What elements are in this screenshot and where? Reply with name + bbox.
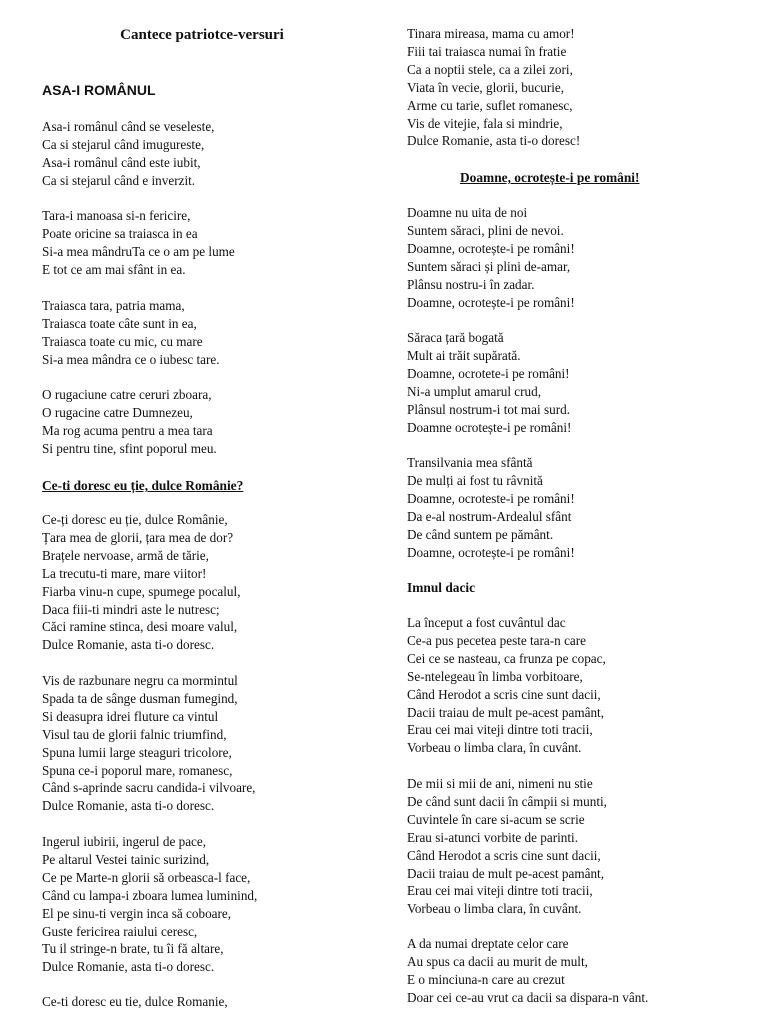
section-heading-asa-i-romanul: ASA-I ROMÂNUL — [42, 82, 156, 98]
verse-line: Vis de vitejie, fala si mindrie, — [407, 115, 563, 131]
verse-line: Ce pe Marte-n glorii să orbeasca-l face, — [42, 869, 251, 885]
verse-line: La început a fost cuvântul dac — [407, 615, 566, 630]
verse-line: Erau cei mai viteji dintre toti tracii, — [407, 722, 593, 738]
verse-line: Transilvania mea sfântă — [407, 455, 533, 470]
stanza — [407, 25, 747, 150]
verse-line: Doamne, ocrotește-i pe români! — [407, 544, 575, 560]
verse-line: Tara-i manoasa si-n fericire, — [42, 208, 191, 223]
stanza — [407, 614, 747, 757]
stanza — [407, 329, 747, 436]
verse-line: Doamne, ocrotește-i pe români! — [407, 294, 575, 310]
verse-line: Vorbeau o limba clara, în cuvânt. — [407, 740, 582, 756]
verse-line: Ce-ti doresc eu tie, dulce Romanie, — [42, 994, 228, 1009]
verse-line: De când suntem pe pământ. — [407, 526, 554, 542]
verse-line: Când cu lampa-i zboara lumea luminind, — [42, 887, 258, 903]
stanza — [42, 511, 372, 654]
verse-line: Spada ta de sânge dusman fumegind, — [42, 690, 238, 706]
verse-line: A da numai dreptate celor care — [407, 936, 569, 951]
verse-line: De mii si mii de ani, nimeni nu stie — [407, 776, 593, 791]
verse-line: Cuvintele în care si-acum se scrie — [407, 811, 585, 827]
verse-line: Doamne nu uita de noi — [407, 205, 528, 220]
verse-line: Visul tau de glorii falnic triumfind, — [42, 726, 227, 742]
verse-line: Ni-a umplut amarul crud, — [407, 383, 542, 399]
verse-line: Spuna lumii large steaguri tricolore, — [42, 744, 232, 760]
stanza — [42, 833, 372, 976]
stanza — [42, 993, 372, 1011]
verse-line: Când s-aprinde sacru candida-i vilvoare, — [42, 780, 256, 796]
verse-line: Dacii traiau de mult pe-acest pamânt, — [407, 704, 604, 720]
verse-line: Si deasupra idrei fluture ca vintul — [42, 708, 219, 724]
verse-line: Au spus ca dacii au murit de mult, — [407, 953, 588, 969]
verse-line: Doamne ocrotește-i pe români! — [407, 419, 572, 435]
section-heading-imnul-dacic: Imnul dacic — [407, 580, 476, 595]
verse-line: Daca fiii-ti mindri aste le nutresc; — [42, 601, 220, 617]
verse-line: Se-ntelegeau în limba vorbitoare, — [407, 668, 583, 684]
stanza — [42, 672, 372, 815]
verse-line: Săraca țară bogată — [407, 330, 504, 345]
verse-line: Ce-ți doresc eu ție, dulce Românie, — [42, 512, 228, 527]
verse-line: Ca si stejarul când imugureste, — [42, 136, 205, 152]
stanza — [407, 454, 747, 561]
verse-line: Fiarba vinu-n cupe, spumege pocalul, — [42, 583, 241, 599]
verse-line: Si-a mea mândruTa ce o am pe lume — [42, 243, 235, 259]
verse-line: Erau cei mai viteji dintre toti tracii, — [407, 883, 593, 899]
verse-line: Viata în vecie, glorii, bucurie, — [407, 79, 565, 95]
verse-line: Ce-a pus pecetea peste tara-n care — [407, 632, 587, 648]
section-heading-doamne-ocroteste: Doamne, ocrotește-i pe români! — [460, 170, 640, 185]
verse-line: Dulce Romanie, asta ti-o doresc. — [42, 798, 215, 814]
stanza — [42, 207, 372, 279]
verse-line: Căci ramine stinca, desi moare valul, — [42, 619, 238, 635]
verse-line: O rugacine catre Dumnezeu, — [42, 404, 193, 420]
verse-line: Ca a noptii stele, ca a zilei zori, — [407, 61, 573, 77]
verse-line: Traiasca toate cu mic, cu mare — [42, 333, 203, 349]
verse-line: Asa-i românul când este iubit, — [42, 154, 201, 170]
verse-line: Dulce Romanie, asta ti-o doresc. — [42, 959, 215, 975]
verse-line: Dulce Romanie, asta ti-o doresc. — [42, 637, 215, 653]
verse-line: Plânsul nostrum-i tot mai surd. — [407, 401, 571, 417]
verse-line: Traiasca toate câte sunt in ea, — [42, 315, 197, 331]
verse-line: E o minciuna-n care au crezut — [407, 971, 565, 987]
verse-line: Țara mea de glorii, țara mea de dor? — [42, 529, 234, 545]
verse-line: Erau si-atunci vorbite de parinti. — [407, 829, 579, 845]
verse-line: E tot ce am mai sfânt in ea. — [42, 261, 186, 277]
verse-line: Doar cei ce-au vrut ca dacii sa dispara-n vânt. — [407, 989, 649, 1005]
verse-line: Dacii traiau de mult pe-acest pamânt, — [407, 865, 604, 881]
verse-line: Traiasca tara, patria mama, — [42, 298, 185, 313]
verse-line: La trecutu-ti mare, mare viitor! — [42, 565, 207, 581]
verse-line: Si pentru tine, sfint poporul meu. — [42, 440, 217, 456]
verse-line: Suntem săraci, plini de nevoi. — [407, 222, 564, 238]
verse-line: Ma rog acuma pentru a mea tara — [42, 422, 213, 438]
verse-line: Pe altarul Vestei tainic surizind, — [42, 851, 210, 867]
section-heading-ce-ti-doresc: Ce-ti doresc eu ție, dulce Românie? — [42, 478, 244, 493]
verse-line: Ingerul iubirii, ingerul de pace, — [42, 834, 207, 849]
verse-line: Mult ai trăit supărată. — [407, 347, 521, 363]
verse-line: Suntem săraci și plini de-amar, — [407, 258, 571, 274]
verse-line: Doamne, ocroteste-i pe români! — [407, 490, 575, 506]
verse-line: Si-a mea mândra ce o iubesc tare. — [42, 351, 220, 367]
stanza — [407, 935, 747, 1007]
verse-line: Când Herodot a scris cine sunt dacii, — [407, 847, 601, 863]
verse-line: Brațele nervoase, armă de tărie, — [42, 547, 209, 563]
verse-line: Cei ce se nasteau, ca frunza pe copac, — [407, 650, 606, 666]
verse-line: Doamne, ocrotete-i pe români! — [407, 365, 570, 381]
document-title: Cantece patriotce-versuri — [120, 27, 284, 43]
verse-line: Asa-i românul când se veseleste, — [42, 119, 215, 134]
verse-line: De mulți ai fost tu râvnită — [407, 472, 543, 488]
verse-line: Arme cu tarie, suflet romanesc, — [407, 97, 573, 113]
verse-line: Da e-al nostrum-Ardealul sfânt — [407, 508, 572, 524]
verse-line: Tinara mireasa, mama cu amor! — [407, 26, 575, 41]
verse-line: Doamne, ocrotește-i pe români! — [407, 240, 575, 256]
verse-line: Plânsu nostru-i în zadar. — [407, 276, 535, 292]
verse-line: O rugaciune catre ceruri zboara, — [42, 387, 212, 402]
verse-line: El pe sinu-ti vergin inca să coboare, — [42, 905, 232, 921]
verse-line: Când Herodot a scris cine sunt dacii, — [407, 686, 601, 702]
stanza — [42, 386, 372, 458]
verse-line: Vis de razbunare negru ca mormintul — [42, 673, 238, 688]
verse-line: De când sunt dacii în câmpii si munti, — [407, 793, 607, 809]
verse-line: Ca si stejarul când e inverzit. — [42, 172, 196, 188]
verse-line: Dulce Romanie, asta ti-o doresc! — [407, 133, 581, 149]
verse-line: Spuna ce-i poporul mare, romanesc, — [42, 762, 233, 778]
stanza — [42, 297, 372, 369]
verse-line: Poate oricine sa traiasca in ea — [42, 225, 198, 241]
stanza — [42, 118, 372, 190]
verse-line: Tu il stringe-n brate, tu îi fă altare, — [42, 941, 224, 957]
verse-line: Guste fericirea raiului ceresc, — [42, 923, 198, 939]
stanza — [407, 204, 747, 311]
verse-line: Fiii tai traiasca numai în fratie — [407, 43, 567, 59]
stanza — [407, 775, 747, 918]
verse-line: Vorbeau o limba clara, în cuvânt. — [407, 901, 582, 917]
